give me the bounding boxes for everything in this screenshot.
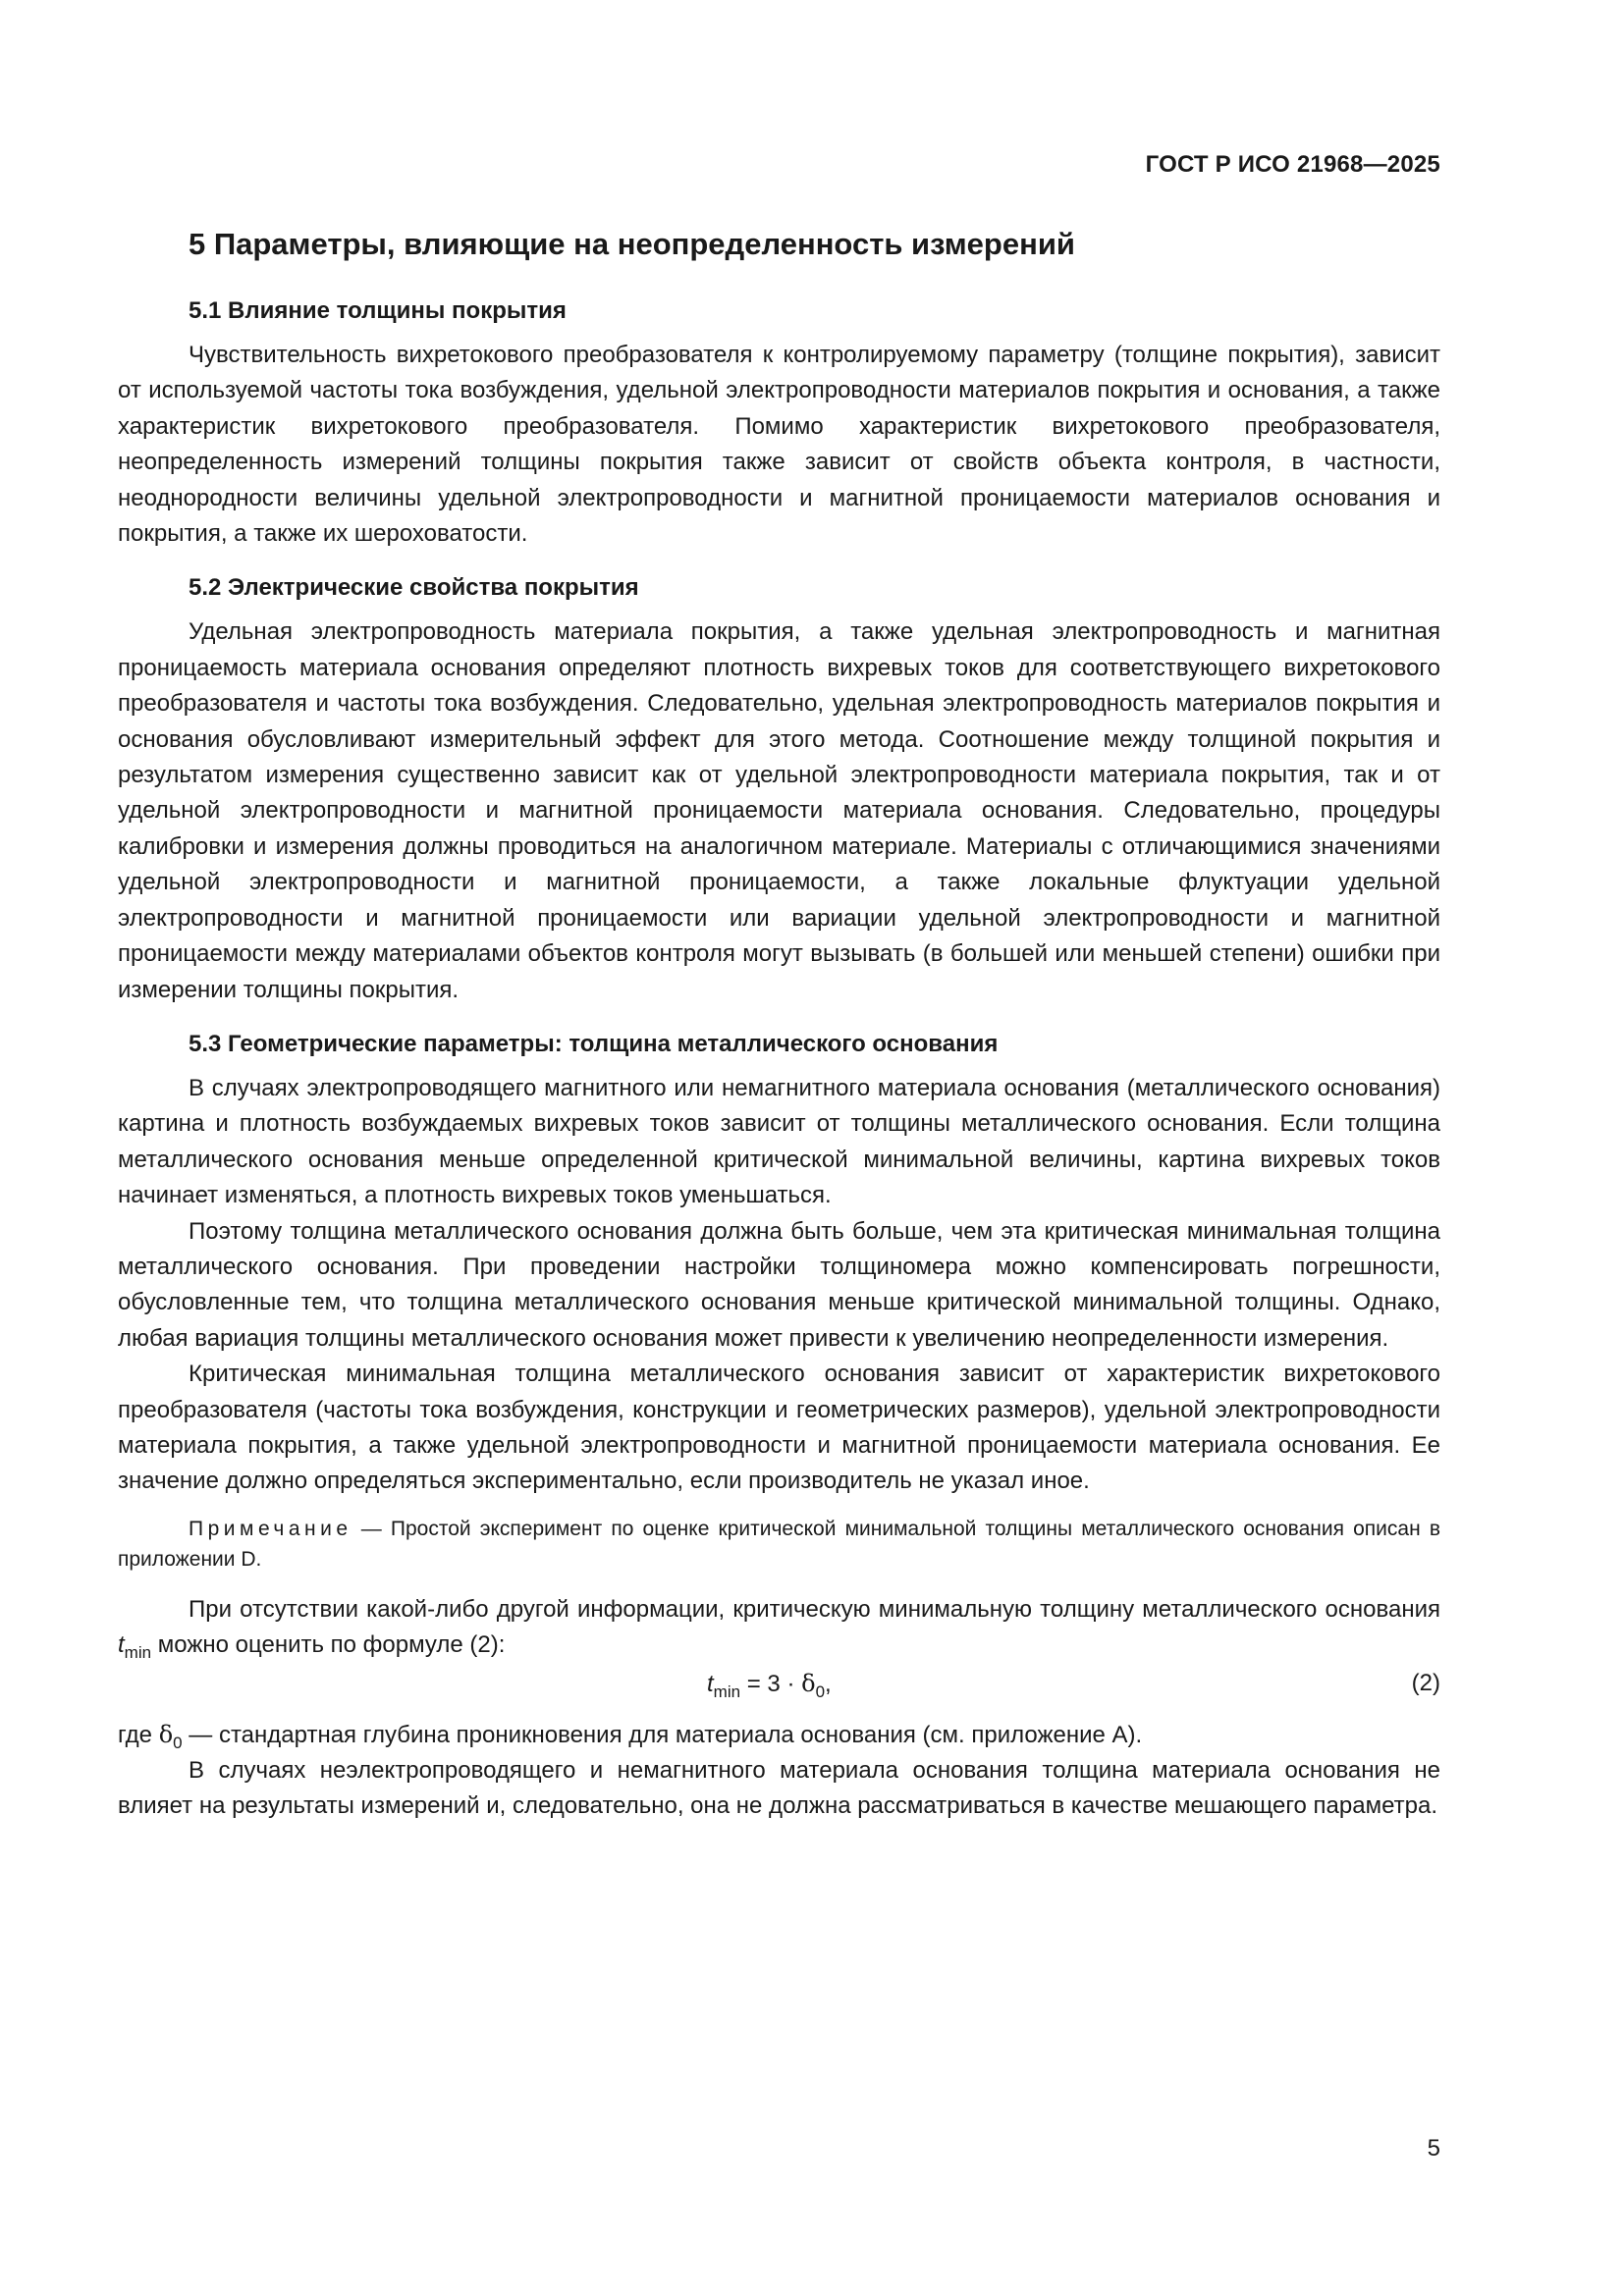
variable-t: t [118, 1631, 125, 1659]
formula-delta: δ [801, 1669, 816, 1697]
paragraph-text: можно оценить по формуле (2): [151, 1631, 506, 1659]
note-text: — Простой эксперимент по оценке критической минимальной толщины металлического основания описан в приложении D. [118, 1517, 1440, 1571]
page-number: 5 [1427, 2135, 1440, 2162]
paragraph: Поэтому толщина металлического основания должна быть больше, чем эта критическая минимальная толщина металлического основания. При проведении настройки толщиномера можно компенсировать погрешности, обусловленные тем, что толщина металлического основания меньше критической минимальной толщины. Однако, любая вариация толщины металлического основания может привести к увеличению неопределенности измерения. [118, 1217, 1440, 1352]
formula-number: (2) [1411, 1669, 1440, 1696]
note [118, 1514, 1440, 1575]
formula-operator: = 3 · [740, 1670, 802, 1697]
subsection-heading: 5.2 Электрические свойства покрытия [189, 574, 639, 602]
subsection-5-3 [118, 1030, 1440, 1825]
subsection-heading: 5.3 Геометрические параметры: толщина металлического основания [189, 1030, 999, 1057]
paragraph: Критическая минимальная толщина металлического основания зависит от характеристик вихретокового преобразователя (частоты тока возбуждения, конструкции и геометрических размеров), удельной электропроводности материала покрытия, а также удельной электропроводности и магнитной проницаемости материала основания. Ее значение должно определяться экспериментально, если производитель не указал иное. [118, 1361, 1440, 1495]
standard-designation: ГОСТ Р ИСО 21968—2025 [1145, 151, 1440, 178]
formula-subscript: 0 [815, 1682, 826, 1701]
explanation-text: где [118, 1721, 159, 1748]
subsection-heading: 5.1 Влияние толщины покрытия [189, 297, 567, 324]
section-heading: 5 Параметры, влияющие на неопределенность измерений [189, 227, 1075, 261]
explanation-text: — стандартная глубина проникновения для материала основания (см. приложение А). [182, 1721, 1143, 1748]
formula-row [118, 1664, 1440, 1717]
explanation-subscript: 0 [173, 1733, 183, 1752]
subsection-5-1 [118, 296, 1440, 552]
paragraph: В случаях неэлектропроводящего и немагнитного материала основания толщина материала основания не влияет на результаты измерений и, следовательно, она не должна рассматриваться в качестве мешающего параметра. [118, 1757, 1440, 1820]
note-label: Примечание [189, 1517, 352, 1540]
subscript: min [124, 1643, 152, 1663]
paragraph: Удельная электропроводность материала покрытия, а также удельная электропроводность и магнитная проницаемость материала основания определяют плотность вихревых токов для соответствующего вихретокового преобразователя и частоты тока возбуждения. Следовательно, удельная электропроводность материалов покрытия и основания обусловливают измерительный эффект для этого метода. Соотношение между толщиной покрытия и результатом измерения существенно зависит как от удельной электропроводности материала покрытия, так и от удельной электропроводности и магнитной проницаемости материала основания. Следовательно, процедуры калибровки и измерения должны проводиться на аналогичном материале. Материалы с отличающимися значениями удельной электропроводности и магнитной проницаемости, а также локальные флуктуации удельной электропроводности и магнитной проницаемости или вариации удельной электропроводности и магнитной проницаемости между материалами объектов контроля могут вызывать (в большей или меньшей степени) ошибки при измерении толщины покрытия. [118, 618, 1440, 1003]
formula-tail: , [825, 1670, 832, 1697]
formula [707, 1669, 832, 1701]
formula-variable: t [707, 1670, 714, 1697]
page-content [118, 222, 1440, 1846]
formula-explanation [118, 1717, 1440, 1753]
paragraph [118, 1592, 1440, 1664]
subsection-5-2 [118, 573, 1440, 1007]
paragraph: Чувствительность вихретокового преобразователя к контролируемому параметру (толщине покрытия), зависит от используемой частоты тока возбуждения, удельной электропроводности материалов покрытия и основания, а также характеристик вихретокового преобразователя. Помимо характеристик вихретокового преобразователя, неопределенность измерений толщины покрытия также зависит от свойств объекта контроля, в частности, неоднородности величины удельной электропроводности и магнитной проницаемости материалов основания и покрытия, а также их шероховатости. [118, 342, 1440, 548]
formula-subscript: min [713, 1682, 741, 1701]
paragraph: В случаях электропроводящего магнитного или немагнитного материала основания (металлического основания) картина и плотность возбуждаемых вихревых токов зависит от толщины металлического основания. Если толщина металлического основания меньше определенной критической минимальной величины, картина вихревых токов начинает изменяться, а плотность вихревых токов уменьшаться. [118, 1074, 1440, 1209]
paragraph-text: При отсутствии какой-либо другой информации, критическую минимальную толщину металлического основания [189, 1595, 1440, 1623]
explanation-delta: δ [158, 1720, 174, 1748]
